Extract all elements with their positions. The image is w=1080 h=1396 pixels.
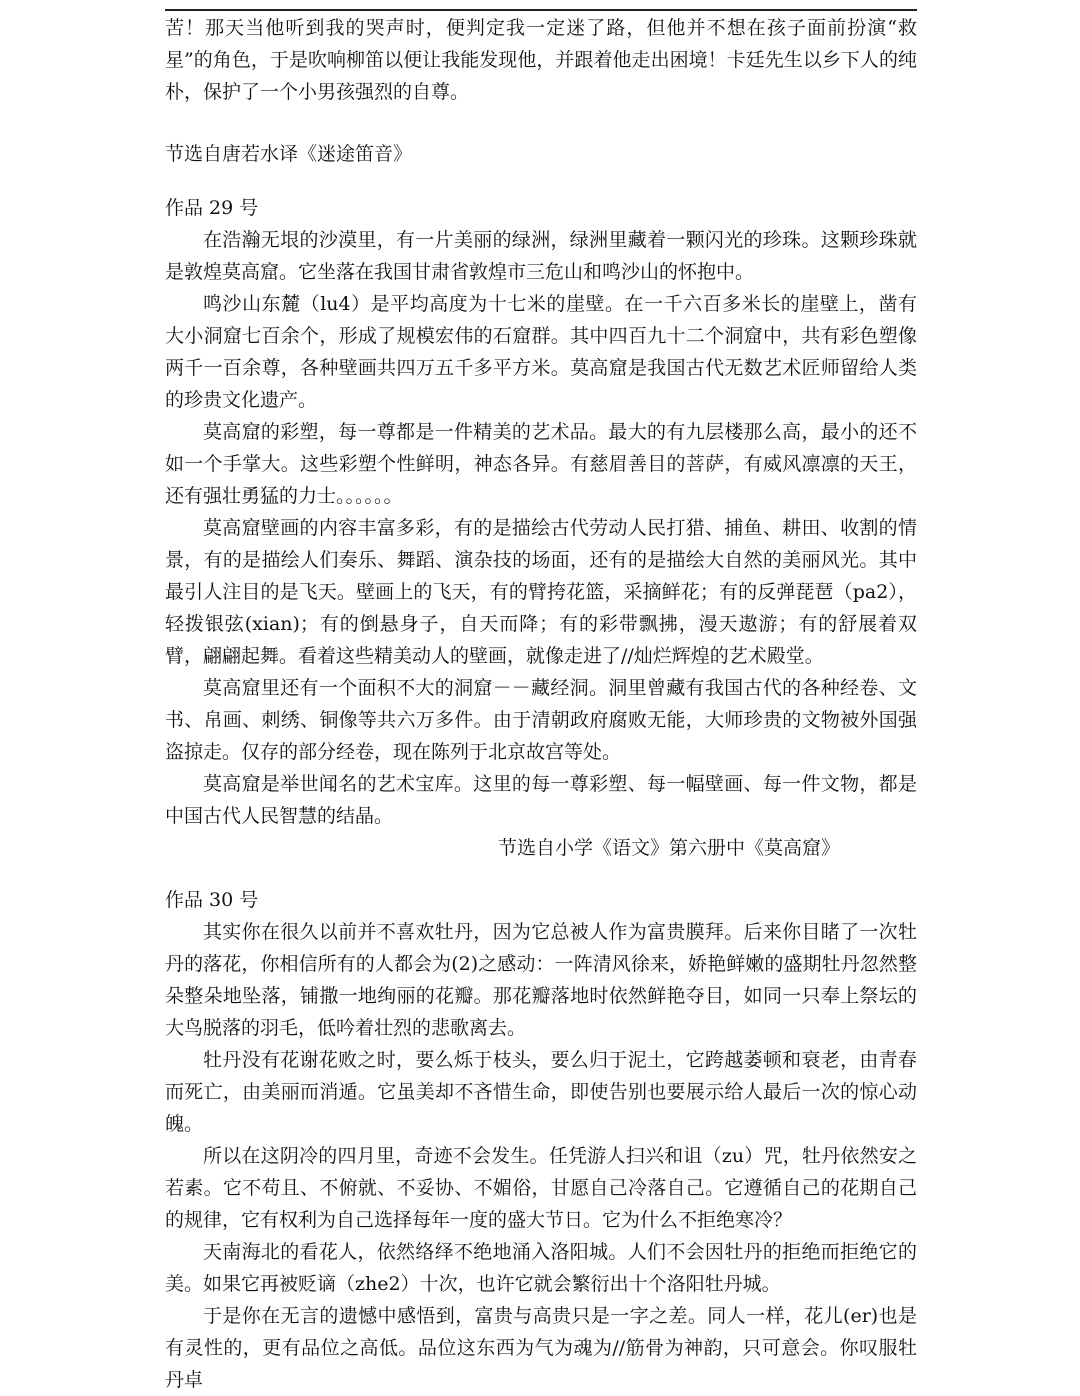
work-29-paragraph: 鸣沙山东麓（lu4）是平均高度为十七米的崖壁。在一千六百多米长的崖壁上，凿有大小洞窟七百余个，形成了规模宏伟的石窟群。其中四百九十二个洞窟中，共有彩色塑像两千一百余尊，各种壁画共四万五千多平方米。莫高窟是我国古代无数艺术匠师留给人类的珍贵文化遗产。 <box>165 293 917 411</box>
work-29-section <box>165 192 917 864</box>
work-30-paragraph: 其实你在很久以前并不喜欢牡丹，因为它总被人作为富贵膜拜。后来你目睹了一次牡丹的落花，你相信所有的人都会为(2)之感动：一阵清风徐来，娇艳鲜嫩的盛期牡丹忽然整朵整朵地坠落，铺撒一地绚丽的花瓣。那花瓣落地时依然鲜艳夺目，如同一只奉上祭坛的大鸟脱落的羽毛，低吟着壮烈的悲歌离去。 <box>165 921 917 1039</box>
work-29-source: 节选自小学《语文》第六册中《莫高窟》 <box>498 837 841 859</box>
document-body <box>165 12 917 1396</box>
intro-paragraph: 苦！那天当他听到我的哭声时，便判定我一定迷了路，但他并不想在孩子面前扮演“救星”的角色，于是吹响柳笛以便让我能发现他，并跟着他走出困境！卡廷先生以乡下人的纯朴，保护了一个小男孩强烈的自尊。 <box>165 17 917 103</box>
top-rule <box>165 9 917 11</box>
work-30-paragraph: 牡丹没有花谢花败之时，要么烁于枝头，要么归于泥土，它跨越萎顿和衰老，由青春而死亡，由美丽而消遁。它虽美却不吝惜生命，即使告别也要展示给人最后一次的惊心动魄。 <box>165 1049 917 1135</box>
work-30-title: 作品 30 号 <box>165 889 259 911</box>
work-29-title: 作品 29 号 <box>165 197 259 219</box>
work-29-paragraph: 莫高窟的彩塑，每一尊都是一件精美的艺术品。最大的有九层楼那么高，最小的还不如一个手掌大。这些彩塑个性鲜明，神态各异。有慈眉善目的菩萨，有威风凛凛的天王，还有强壮勇猛的力士。。。。。。 <box>165 421 917 507</box>
intro-source: 节选自唐若水译《迷途笛音》 <box>165 143 413 165</box>
work-30-section <box>165 884 917 1396</box>
work-29-paragraph: 莫高窟是举世闻名的艺术宝库。这里的每一尊彩塑、每一幅壁画、每一件文物，都是中国古代人民智慧的结晶。 <box>165 773 917 827</box>
work-29-paragraph: 在浩瀚无垠的沙漠里，有一片美丽的绿洲，绿洲里藏着一颗闪光的珍珠。这颗珍珠就是敦煌莫高窟。它坐落在我国甘肃省敦煌市三危山和鸣沙山的怀抱中。 <box>165 229 917 283</box>
work-29-paragraph: 莫高窟里还有一个面积不大的洞窟－－藏经洞。洞里曾藏有我国古代的各种经卷、文书、帛画、刺绣、铜像等共六万多件。由于清朝政府腐败无能，大师珍贵的文物被外国强盗掠走。仅存的部分经卷，现在陈列于北京故宫等处。 <box>165 677 917 763</box>
work-30-paragraph: 天南海北的看花人，依然络绎不绝地涌入洛阳城。人们不会因牡丹的拒绝而拒绝它的美。如果它再被贬谪（zhe2）十次，也许它就会繁衍出十个洛阳牡丹城。 <box>165 1241 917 1295</box>
work-29-paragraph: 莫高窟壁画的内容丰富多彩，有的是描绘古代劳动人民打猎、捕鱼、耕田、收割的情景，有的是描绘人们奏乐、舞蹈、演杂技的场面，还有的是描绘大自然的美丽风光。其中最引人注目的是飞天。壁画上的飞天，有的臂挎花篮，采摘鲜花；有的反弹琵琶（pa2），轻拨银弦(xian)；有的倒悬身子，自天而降；有的彩带飘拂，漫天遨游；有的舒展着双臂，翩翩起舞。看着这些精美动人的壁画，就像走进了//灿烂辉煌的艺术殿堂。 <box>165 517 917 667</box>
work-30-paragraph: 于是你在无言的遗憾中感悟到，富贵与高贵只是一字之差。同人一样，花儿(er)也是有灵性的，更有品位之高低。品位这东西为气为魂为//筋骨为神韵，只可意会。你叹服牡丹卓 <box>165 1305 917 1391</box>
work-30-paragraph: 所以在这阴冷的四月里，奇迹不会发生。任凭游人扫兴和诅（zu）咒，牡丹依然安之若素。它不苟且、不俯就、不妥协、不媚俗，甘愿自己冷落自己。它遵循自己的花期自己的规律，它有权利为自己选择每年一度的盛大节日。它为什么不拒绝寒冷？ <box>165 1145 917 1231</box>
